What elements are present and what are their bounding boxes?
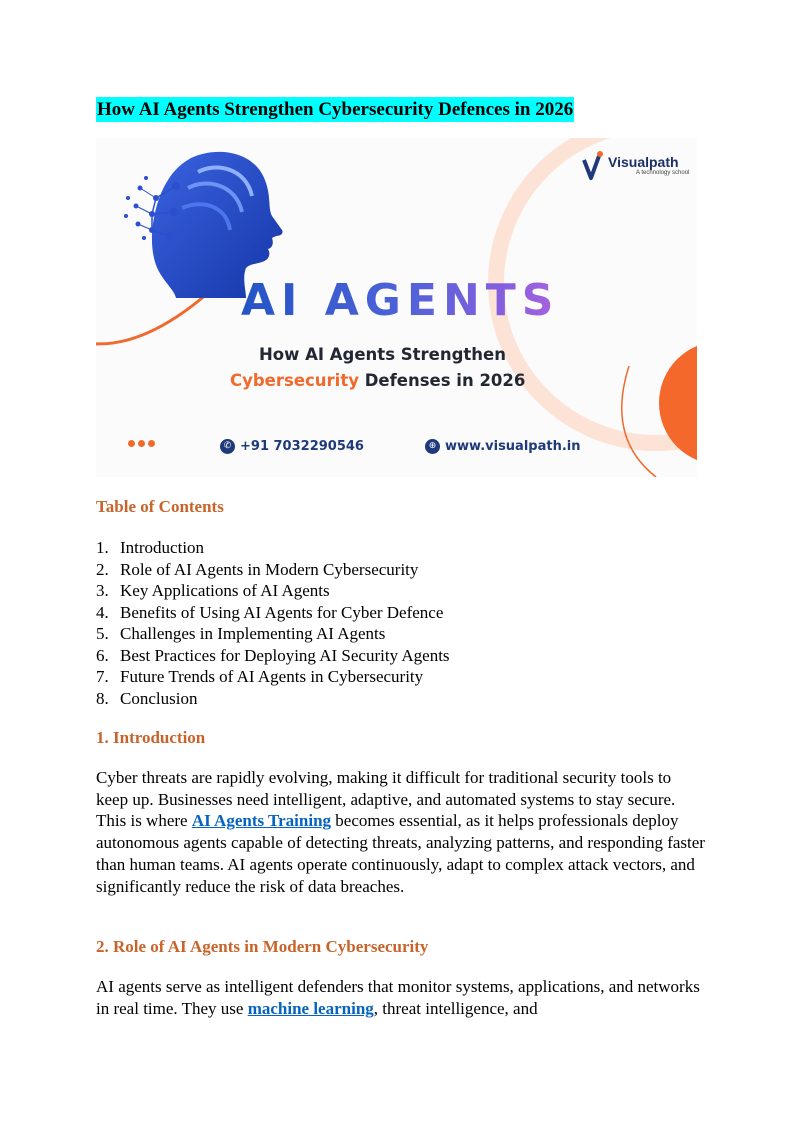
toc-item[interactable]: 3. Key Applications of AI Agents [96,581,330,600]
ai-agents-training-link[interactable]: AI Agents Training [191,811,332,831]
banner-heading: AI AGENTS [241,276,601,325]
toc-item[interactable]: 4. Benefits of Using AI Agents for Cyber Defence [96,602,444,622]
toc-item[interactable]: 2. Role of AI Agents in Modern Cybersecurity [96,559,419,579]
decor-arc-right [622,366,656,477]
website-url: www.visualpath.in [445,439,581,454]
document-title: How AI Agents Strengthen Cybersecurity Defences in 2026 [97,99,574,120]
phone-icon: ✆ [220,439,235,454]
brand-logo [586,155,689,177]
toc-item[interactable]: 1. Introduction [96,538,205,557]
section2-paragraph: AI agents serve as intelligent defenders that monitor systems, applications, and networks in real time. They use machine learning, threat intelligence, and [96,977,700,1018]
banner-website [425,439,580,454]
banner-phone [220,439,364,454]
section1-heading: 1. Introduction [96,728,206,747]
toc-item[interactable]: 7. Future Trends of AI Agents in Cybersecurity [96,667,424,686]
banner-subtitle-highlight: Cybersecurity [230,371,359,390]
machine-learning-link[interactable]: machine learning [247,998,374,1018]
toc-item[interactable]: 5. Challenges in Implementing AI Agents [96,624,386,643]
section1-paragraph: Cyber threats are rapidly evolving, making it difficult for traditional security tools to keep up. Businesses need intelligent, adaptive, and automated systems to stay secure. This is where AI Agents Training becomes essential, as it helps professionals deploy autonomous agents capable of detecting threats, analyzing patterns, and responding faster than human teams. AI agents operate continuously, adapt to complex attack vectors, and significantly reduce the risk of data breaches. [96,768,705,896]
brand-tagline: A technology school [636,170,690,176]
section2-heading: 2. Role of AI Agents in Modern Cybersecurity [96,937,429,956]
banner-subtitle-line1: How AI Agents Strengthen [259,345,506,364]
toc-list [96,537,450,709]
phone-number: +91 7032290546 [240,439,364,454]
brand-name: Visualpath [608,154,679,170]
hero-banner [96,138,697,477]
banner-subtitle-rest: Defenses in 2026 [358,371,526,390]
toc-item[interactable]: 6. Best Practices for Deploying AI Security Agents [96,645,450,665]
toc-heading: Table of Contents [96,497,224,516]
globe-icon: ⊕ [425,439,440,454]
toc-item[interactable]: 8. Conclusion [96,688,198,708]
banner-subtitle-line2 [230,371,525,390]
decor-dots [128,440,155,447]
